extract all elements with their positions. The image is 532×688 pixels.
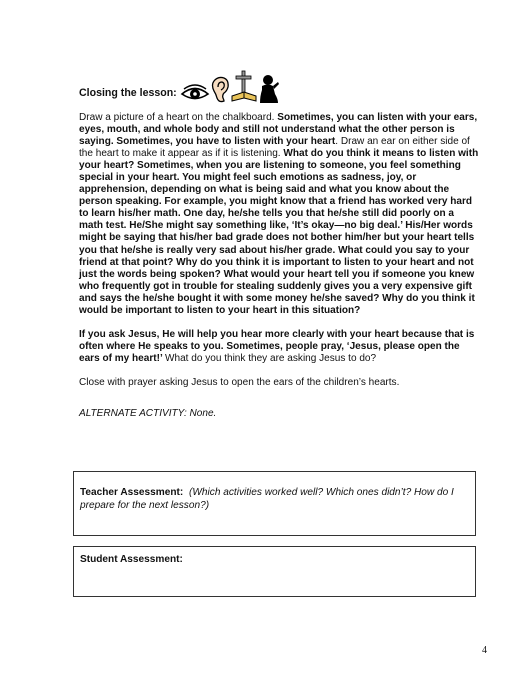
closing-heading: Closing the lesson: bbox=[79, 87, 177, 99]
praying-child-icon bbox=[258, 74, 280, 104]
paragraph-prayer: Close with prayer asking Jesus to open the ears of the children’s hearts. bbox=[79, 376, 400, 388]
para2-text-2: What do you think they are asking Jesus to do? bbox=[165, 352, 377, 364]
closing-heading-row bbox=[79, 70, 280, 104]
student-assessment-label: Student Assessment: bbox=[80, 554, 183, 565]
eye-icon bbox=[180, 82, 210, 104]
page-number: 4 bbox=[482, 645, 487, 656]
para2-text-1: If you ask Jesus, He will help you hear more clearly with your heart because that is often where He speaks to you. Sometimes, people pray, ‘Jesus, please open the ears of my heart!’ bbox=[79, 328, 475, 364]
teacher-assessment-box[interactable] bbox=[73, 471, 476, 536]
para1-text-4: What do you think it means to listen with your heart? Sometimes, when you are listening to someone, you feel something special in your heart. You might feel such emotions as sadness, joy, or apprehension, depending on what is being said and what you know about the person speaking. For example, you might know that a friend has worked very hard to learn his/her math. One day, he/she tells you that he/she still did poorly on a math test. He/She might say something like, ‘It’s okay—no big deal.’ His/Her words might be saying that his/her bad grade does not bother him/her but your heart tells you that he/she is really very sad about his/her grade. What could you say to your friend at that point? Why do you think it is important to listen to your heart and not just the words being spoken? What would your heart tell you if someone you knew who frequently got in trouble for stealing suddenly gives you a very expensive gift and says the he/she bought it with some money he/she saved? Why do you think it would be important to listen to your heart in this situation? bbox=[79, 148, 479, 316]
teacher-assessment-prompt: (Which activities worked well? Which ones didn’t? How do I prepare for the next lesson?) bbox=[80, 487, 454, 511]
ear-icon bbox=[210, 76, 230, 104]
student-assessment-box[interactable] bbox=[73, 546, 476, 597]
lesson-icons bbox=[180, 70, 280, 104]
paragraph-heart-activity bbox=[79, 112, 479, 317]
para1-text-3: . Draw an ear on either side of the heart to make it appear as if it is listening. bbox=[79, 136, 470, 160]
paragraph-ask-jesus bbox=[79, 329, 479, 365]
alternate-activity: ALTERNATE ACTIVITY: None. bbox=[79, 407, 217, 419]
para1-text-2: Sometimes, you can listen with your ears, eyes, mouth, and whole body and still not understand what the other person is saying. Sometimes, you have to listen with your heart bbox=[79, 112, 478, 148]
para1-text-1: Draw a picture of a heart on the chalkboard. bbox=[79, 112, 278, 123]
teacher-assessment-label: Teacher Assessment: bbox=[80, 487, 184, 498]
cross-bible-icon bbox=[230, 70, 258, 104]
lesson-body bbox=[79, 112, 479, 432]
